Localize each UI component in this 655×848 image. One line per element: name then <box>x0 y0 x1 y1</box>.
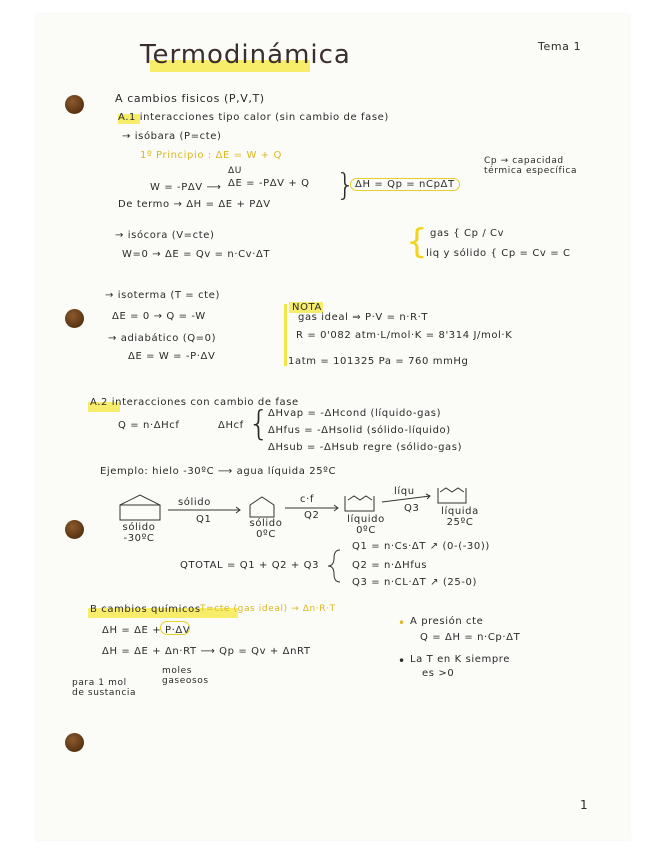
p-delta-v-circle <box>160 621 190 635</box>
liq-brace: liq y sólido { Cp = Cv = C <box>426 248 571 259</box>
yellow-brace: { <box>406 222 429 262</box>
de-termo: De termo → ΔH = ΔE + PΔV <box>118 199 271 210</box>
qtotal: QTOTAL = Q1 + Q2 + Q3 <box>180 560 320 571</box>
eq-delta-e: ΔE = -PΔV + Q <box>228 178 310 189</box>
state-3: líquido 0ºC <box>347 514 385 536</box>
b-bullet1-a: A presión cte <box>410 616 484 627</box>
q3-eq: Q3 = n·CL·ΔT ↗ (25-0) <box>352 577 478 588</box>
page-title: Termodinámica <box>140 40 351 70</box>
step-label-1: sólido <box>178 497 211 508</box>
isoterma-label: → isoterma (T = cte) <box>105 290 220 301</box>
isocora-eq: W=0 → ΔE = Qv = n·Cv·ΔT <box>122 249 271 260</box>
eq-work: W = -PΔV ⟶ <box>150 182 222 193</box>
section-b-heading: B cambios químicos <box>90 604 201 615</box>
gas-brace: gas { Cp / Cv <box>430 228 505 239</box>
b-bullet2-a: La T en K siempre <box>410 654 511 665</box>
nota-line-1: gas ideal ⇒ P·V = n·R·T <box>298 312 429 323</box>
ejemplo: Ejemplo: hielo -30ºC ⟶ agua líquida 25ºC <box>100 466 337 477</box>
nota-line-3: 1atm = 101325 Pa = 760 mmHg <box>288 356 469 367</box>
a2-dhcf: ΔHcf <box>218 420 244 431</box>
q2-eq: Q2 = n·ΔHfus <box>352 560 428 571</box>
q2-label: Q2 <box>304 510 320 521</box>
b-bullet1-b: Q = ΔH = n·Cp·ΔT <box>420 632 521 643</box>
q1-eq: Q1 = n·Cs·ΔT ↗ (0-(-30)) <box>352 541 490 552</box>
q1-label: Q1 <box>196 514 212 525</box>
page-number: 1 <box>580 798 589 812</box>
b-moles: moles gaseosos <box>162 666 209 686</box>
b-bullet2-b: es >0 <box>422 668 455 679</box>
delta-u: ΔU <box>228 166 242 176</box>
adiabatico-eq: ΔE = W = -P·ΔV <box>128 351 216 362</box>
isobara-label: → isóbara (P=cte) <box>122 131 222 142</box>
b-para1: para 1 mol de sustancia <box>72 678 137 698</box>
q3-label: Q3 <box>404 503 420 514</box>
isocora-label: → isócora (V=cte) <box>115 230 215 241</box>
tema-label: Tema 1 <box>538 40 582 53</box>
nota-line-2: R = 0'082 atm·L/mol·K = 8'314 J/mol·K <box>296 330 513 341</box>
isoterma-eq: ΔE = 0 → Q = -W <box>112 311 206 322</box>
a2-q: Q = n·ΔHcf <box>118 420 180 431</box>
a2-line-1: ΔHvap = -ΔHcond (líquido-gas) <box>268 408 442 419</box>
b-eq1-text: ΔH = ΔE + P·ΔV <box>102 625 191 636</box>
step-label-2: c·f <box>300 494 314 505</box>
cp-note: Cp → capacidad térmica específica <box>484 156 578 176</box>
a2-line-3: ΔHsub = -ΔHsub regre (sólido-gas) <box>268 442 463 453</box>
first-principle: 1º Principio : ΔE = W + Q <box>140 150 282 161</box>
a2-heading: A.2 interacciones con cambio de fase <box>90 397 299 408</box>
state-4: líquida 25ºC <box>441 506 479 528</box>
a2-brace: { <box>248 404 271 444</box>
eq-delta-h: ΔH = Qp = nCpΔT <box>350 178 460 191</box>
b-eq2: ΔH = ΔE + Δn·RT ⟶ Qp = Qv + ΔnRT <box>102 646 311 657</box>
nota-title: NOTA <box>292 302 322 313</box>
a2-line-2: ΔHfus = -ΔHsolid (sólido-líquido) <box>268 425 451 436</box>
step-label-3: líqu <box>394 486 415 497</box>
adiabatico-label: → adiabático (Q=0) <box>108 333 217 344</box>
section-a-heading: A cambios fisicos (P,V,T) <box>115 92 265 105</box>
state-2: sólido 0ºC <box>249 518 283 540</box>
b-eq1-note: T=cte (gas ideal) → Δn·R·T <box>200 604 336 614</box>
b-bullet2-dot: • <box>398 654 406 668</box>
brace-right: } <box>336 168 356 203</box>
state-1: sólido -30ºC <box>122 522 156 544</box>
a1-heading: A.1 interacciones tipo calor (sin cambio de fase) <box>118 112 389 123</box>
b-bullet1-dot: • <box>398 616 406 630</box>
